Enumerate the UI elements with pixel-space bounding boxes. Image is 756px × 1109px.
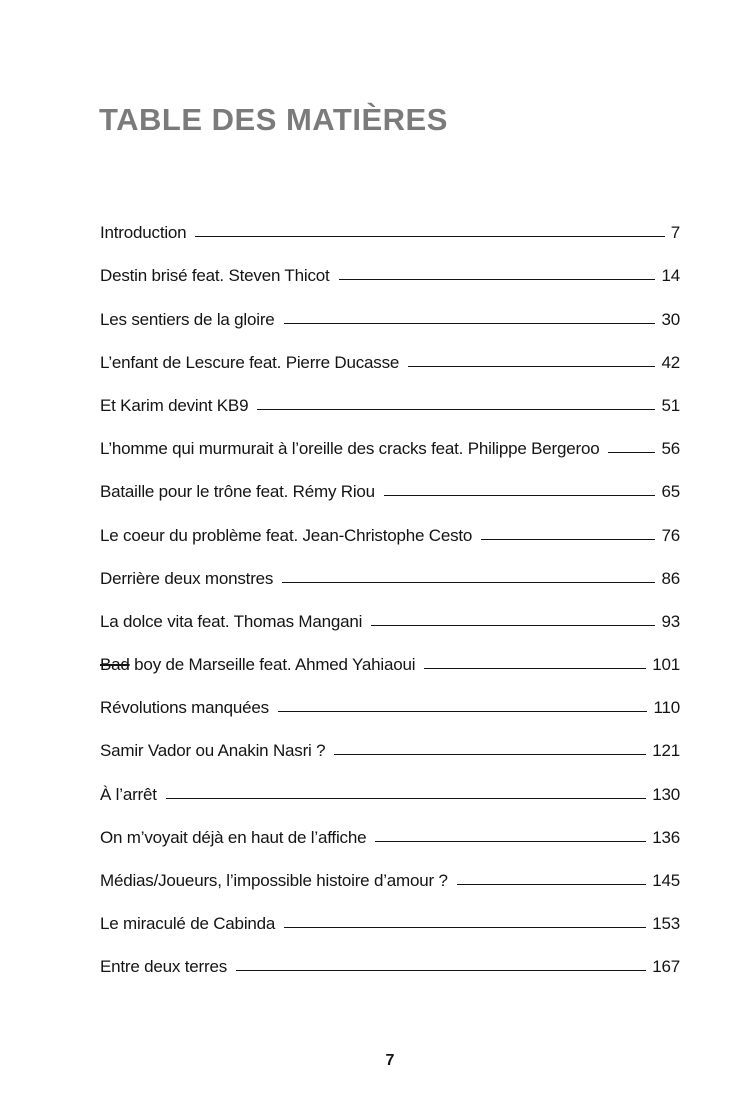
toc-entry-page-number: 93 xyxy=(661,611,680,631)
toc-entry-page-number: 130 xyxy=(652,784,680,804)
leader-line xyxy=(278,711,648,712)
toc-entry xyxy=(100,759,680,802)
leader-line xyxy=(371,625,655,626)
toc-entry-title xyxy=(100,915,275,932)
toc-entry-page-number: 121 xyxy=(652,741,680,761)
page-title: TABLE DES MATIÈRES xyxy=(99,102,448,137)
toc-entry xyxy=(100,500,680,543)
toc-entry-title xyxy=(100,872,448,889)
toc-entry xyxy=(100,457,680,500)
toc-entry xyxy=(100,414,680,457)
toc-entry xyxy=(100,673,680,716)
toc-entry-text: Bataille pour le trône feat. Rémy Riou xyxy=(100,482,375,502)
toc-entry-text: Entre deux terres xyxy=(100,957,227,977)
toc-entry-page-number: 136 xyxy=(652,827,680,847)
toc-entry xyxy=(100,889,680,932)
toc-entry-page-number: 30 xyxy=(661,309,680,329)
toc-entry-text: L’enfant de Lescure feat. Pierre Ducasse xyxy=(100,352,400,372)
toc-entry-title xyxy=(100,354,399,371)
leader-line xyxy=(457,884,646,885)
leader-line xyxy=(334,754,646,755)
leader-line xyxy=(408,366,655,367)
toc-entry xyxy=(100,932,680,975)
toc-entry-title xyxy=(100,786,157,803)
toc-entry-text: Destin brisé feat. Steven Thicot xyxy=(100,266,330,286)
toc-entry-page-number: 153 xyxy=(652,914,680,934)
toc-entry-strikethrough-text: Bad xyxy=(100,655,130,675)
toc-entry-page-number: 101 xyxy=(652,655,680,675)
leader-line xyxy=(284,323,656,324)
toc-entry-title xyxy=(100,440,599,457)
toc-entry-title xyxy=(100,397,248,414)
toc-entry-page-number: 145 xyxy=(652,871,680,890)
toc-entry-page-number: 167 xyxy=(652,957,680,977)
toc-entry xyxy=(100,544,680,587)
leader-line xyxy=(282,582,655,583)
toc-entry-title xyxy=(100,742,325,759)
toc-entry-text: On m’voyait déjà en haut de l’affiche xyxy=(100,827,367,847)
toc-entry xyxy=(100,716,680,759)
toc-entry-text: La dolce vita feat. Thomas Mangani xyxy=(100,611,363,631)
toc-entry-text: Le coeur du problème feat. Jean-Christophe Cesto xyxy=(100,525,473,545)
toc-entry xyxy=(100,241,680,284)
toc-entry-text: Introduction xyxy=(100,223,187,243)
toc-entry xyxy=(100,630,680,673)
toc-entry xyxy=(100,284,680,327)
toc-entry-page-number: 51 xyxy=(661,395,680,415)
toc-entry-title xyxy=(100,829,366,846)
toc-list xyxy=(100,198,680,975)
toc-entry-text: Médias/Joueurs, l’impossible histoire d’amour ? xyxy=(100,871,448,890)
toc-entry-title xyxy=(100,527,472,544)
toc-entry-text: Les sentiers de la gloire xyxy=(100,309,275,329)
folio-page-number: 7 xyxy=(385,1052,395,1069)
leader-line xyxy=(284,927,646,928)
toc-entry-page-number: 7 xyxy=(670,223,680,243)
toc-entry-text: Samir Vador ou Anakin Nasri ? xyxy=(100,741,326,761)
toc-entry-title xyxy=(100,656,415,673)
toc-entry-text: L’homme qui murmurait à l’oreille des cracks feat. Philippe Bergeroo xyxy=(100,439,600,459)
toc-entry-page-number: 56 xyxy=(661,439,680,459)
leader-line xyxy=(236,970,646,971)
toc-entry-page-number: 76 xyxy=(661,525,680,545)
toc-entry-text: Le miraculé de Cabinda xyxy=(100,914,276,934)
leader-line xyxy=(257,409,655,410)
toc-entry-page-number: 42 xyxy=(661,352,680,372)
toc-entry-title xyxy=(100,483,375,500)
toc-entry-title xyxy=(100,267,330,284)
toc-entry xyxy=(100,198,680,241)
toc-entry-title xyxy=(100,224,186,241)
leader-line xyxy=(375,841,646,842)
toc-entry xyxy=(100,328,680,371)
leader-line xyxy=(424,668,646,669)
leader-line xyxy=(481,539,655,540)
toc-entry xyxy=(100,371,680,414)
toc-entry xyxy=(100,587,680,630)
toc-entry-text: boy de Marseille feat. Ahmed Yahiaoui xyxy=(129,655,416,675)
toc-entry-title xyxy=(100,311,275,328)
toc-entry-page-number: 110 xyxy=(653,698,680,718)
leader-line xyxy=(166,798,646,799)
toc-entry-title xyxy=(100,958,227,975)
toc-entry-text: Derrière deux monstres xyxy=(100,568,274,588)
toc-entry-title xyxy=(100,699,269,716)
toc-entry xyxy=(100,846,680,889)
toc-entry-title xyxy=(100,570,273,587)
toc-entry-page-number: 65 xyxy=(661,482,680,502)
leader-line xyxy=(195,236,664,237)
toc-entry-text: Révolutions manquées xyxy=(100,698,269,718)
toc-entry-text: À l’arrêt xyxy=(100,784,157,804)
toc-entry-title xyxy=(100,613,362,630)
leader-line xyxy=(339,279,656,280)
toc-entry-page-number: 86 xyxy=(661,568,680,588)
toc-entry xyxy=(100,803,680,846)
toc-entry-page-number: 14 xyxy=(661,266,680,286)
leader-line xyxy=(608,452,655,453)
leader-line xyxy=(384,495,656,496)
toc-entry-text: Et Karim devint KB9 xyxy=(100,395,249,415)
